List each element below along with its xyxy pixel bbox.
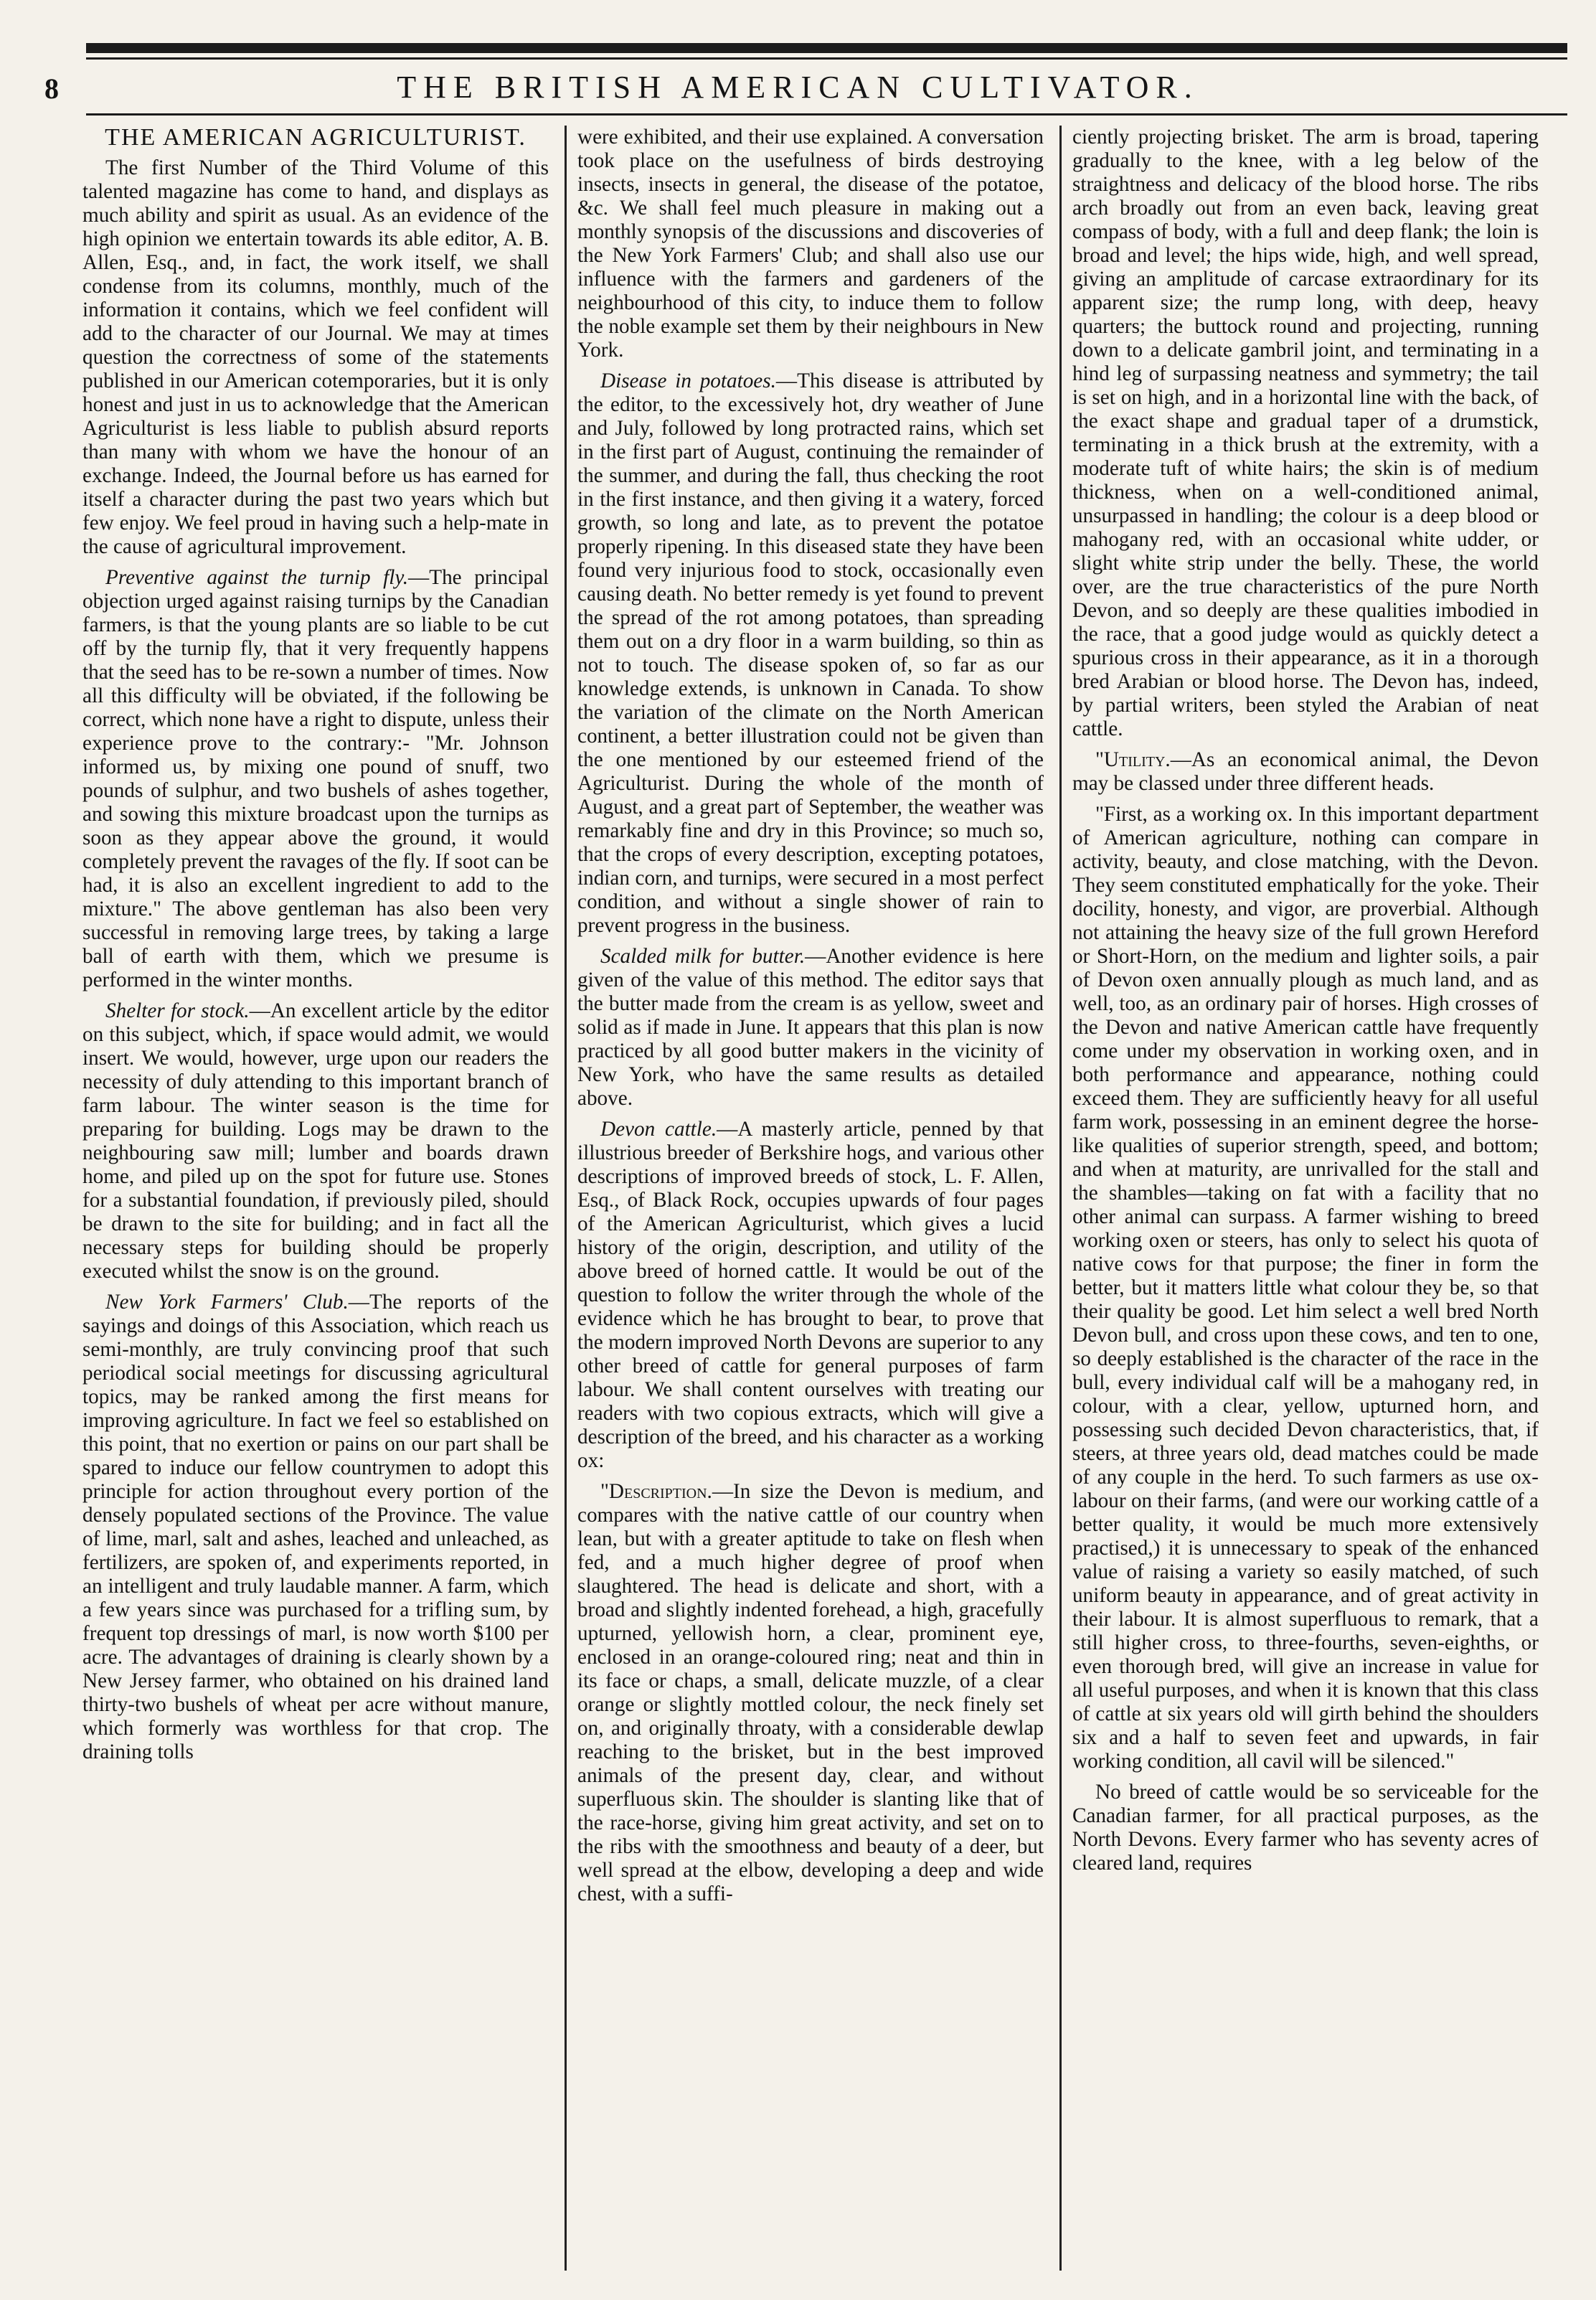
paragraph: were exhibited, and their use explained. A conversation took place on the usefulness of birds destroying insects, insects in general, the disease of the potatoe, &c. We shall feel much pleasure in making out a monthly synopsis of the discussions and discoveries of the New York Farmers' Club; and shall also use our influence with the farmers and gardeners of the neighbourhood of this city, to induce them to follow the noble example set them by their neighbours in New York.: [577, 126, 1044, 362]
paragraph: [577, 1480, 1044, 1906]
paragraph-text: —In size the Devon is medium, and compares with the native cattle of our country when lean, but with a greater aptitude to take on flesh when fed, and a much higher degree of proof when slaughtered. The head is delicate and short, with a broad and slightly indented forehead, a high, gracefully upturned, yellowish horn, a clear, prominent eye, enclosed in an orange-coloured ring; neat and thin in its face or chaps, a small, delicate muzzle, of a clear orange or slightly mottled colour, the neck finely set on, and originally throaty, with a considerable dewlap reaching to the brisket, but in the best improved animals of the present day, clear, and without superfluous skin. The shoulder is slanting like that of the race-horse, giving him great activity, and set on to the ribs with the smoothness and beauty of a deer, but well spread at the elbow, developing a deep and wide chest, with a suffi-: [577, 1480, 1044, 1905]
paragraph: No breed of cattle would be so serviceable for the Canadian farmer, for all practical purposes, as the North Devons. Every farmer who has seventy acres of cleared land, requires: [1072, 1781, 1539, 1875]
paragraph-text: —As an economical animal, the Devon may be classed under three different heads.: [1072, 748, 1539, 795]
paragraph-text: —This disease is attributed by the editor, to the excessively hot, dry weather of June and July, followed by long protracted rains, which set in the first part of August, continuing the remainder of the summer, and during the fall, thus checking the root in the first instance, and then giving it a watery, forced growth, so long and late, as to prevent the potatoe properly ripening. In this diseased state they have been found very injurious food to stock, occasionally even causing death. No better remedy is yet found to prevent the spread of the rot among potatoes, than spreading them out on a dry floor in a warm building, so thin as not to touch. The disease spoken of, so far as our knowledge extends, is unknown in Canada. To show the variation of the climate on the North American continent, a better illustration could not be given than the one mentioned by our esteemed friend of the Agriculturist. During the whole of the month of August, and a great part of September, the weather was remarkably fine and dry in this Province; so much so, that the crops of every description, excepting potatoes, indian corn, and turnips, were secured in a most perfect condition, and without a single shower of rain to prevent progress in the business.: [577, 369, 1044, 937]
paragraph-text: —Another evidence is here given of the value of this method. The editor says that the butter made from the cream is as yellow, sweet and solid as if made in June. It appears that this plan is now practiced by all good butter makers in the vicinity of New York, who have the same results as detailed above.: [577, 945, 1044, 1110]
paragraph-text: —An excellent article by the editor on this subject, which, if space would admit, we would insert. We would, however, urge upon our readers the necessity of duly attending to this important branch of farm labour. The winter season is the time for preparing for building. Logs may be drawn to the neighbouring saw mill; lumber and boards drawn home, and piled up on the spot for future use. Stones for a substantial foundation, if previously piled, should be drawn to the site for building; and in fact all the necessary steps for building should be properly executed whilst the snow is on the ground.: [82, 999, 549, 1283]
paragraph: [577, 945, 1044, 1111]
header-rule: [86, 113, 1567, 116]
top-border-rule: [86, 43, 1567, 53]
paragraph-text: —The principal objection urged against raising turnips by the Canadian farmers, is that the young plants are so liable to be cut off by the turnip fly, that it very frequently happens that the seed has to be re-sown a number of times. Now all this difficulty will be obviated, if the following be correct, which none have a right to dispute, unless their experience prove to the contrary:- "Mr. Johnson informed us, by mixing one pound of snuff, two pounds of sulphur, and two bushels of ashes together, and sowing this mixture broadcast upon the turnips as soon as they appear above the ground, it would completely prevent the ravages of the fly. If soot can be had, it is also an excellent ingredient to add to the mixture." The above gentleman has also been very successful in removing large trees, by taking a large ball of earth with them, which we presume is performed in the winter months.: [82, 566, 549, 991]
masthead-title: THE BRITISH AMERICAN CULTIVATOR.: [397, 70, 1199, 105]
section-heading: Devon cattle.: [600, 1118, 717, 1141]
page-number: 8: [44, 72, 59, 105]
column-1: [82, 126, 549, 2271]
section-heading: Preventive against the turnip fly.: [105, 566, 409, 589]
section-heading: New York Farmers' Club.: [105, 1291, 349, 1314]
column-2: [577, 126, 1044, 2271]
top-border-thin-rule: [86, 57, 1567, 60]
paragraph: [82, 1291, 549, 1764]
section-heading: "Description.: [600, 1480, 712, 1503]
paragraph: [577, 369, 1044, 938]
paragraph: ciently projecting brisket. The arm is broad, tapering gradually to the knee, with a leg below of the straightness and delicacy of the blood horse. The ribs arch broadly out from an even back, leaving great compass of body, with a full and deep flank; the loin is broad and level; the hips wide, high, and well spread, giving an amplitude of carcase extraordinary for its apparent size; the rump long, with deep, heavy quarters; the buttock round and projecting, running down to a delicate gambril joint, and terminating in a hind leg of surpassing neatness and symmetry; the tail is set on high, and in a horizontal line with the back, of the exact shape and gradual taper of a drumstick, terminating in a thick brush at the extremity, with a moderate tuft of white hairs; the skin is of medium thickness, when on a well-conditioned animal, unsurpassed in handling; the colour is a deep blood or mahogany red, with an occasional white udder, or slight white strip under the belly. These, the world over, are the true characteristics of the pure North Devon, and so deeply are these qualities imbodied in the race, that a good judge would as quickly detect a spurious cross in their appearance, as it in a thorough bred Arabian or blood horse. The Devon has, indeed, by partial writers, been styled the Arabian of neat cattle.: [1072, 126, 1539, 740]
column-3: [1072, 126, 1539, 2271]
paragraph: The first Number of the Third Volume of this talented magazine has come to hand, and displays as much ability and spirit as usual. As an evidence of the high opinion we entertain towards its able editor, A. B. Allen, Esq., and, in fact, the work itself, we shall condense from its columns, monthly, much of the information it contains, which we feel confident will add to the character of our Journal. We may at times question the correctness of some of the statements published in our American cotemporaries, but it is only honest and just in us to acknowledge that the American Agriculturist is less liable to publish absurd reports than many with whom we have the honour of an exchange. Indeed, the Journal before us has earned for itself a character during the past two years which but few enjoy. We feel proud in having such a help-mate in the cause of agricultural improvement.: [82, 156, 549, 558]
paragraph-text: —A masterly article, penned by that illustrious breeder of Berkshire hogs, and various other descriptions of improved breeds of stock, L. F. Allen, Esq., of Black Rock, occupies upwards of four pages of the American Agriculturist, which gives a lucid history of the origin, description, and utility of the above breed of horned cattle. It would be out of the question to follow the writer through the whole of the evidence which he has brought to bear, to prove that the modern improved North Devons are superior to any other breed of cattle for general purposes of farm labour. We shall content ourselves with treating our readers with two copious extracts, which will give a description of the breed, and his character as a working ox:: [577, 1118, 1044, 1472]
paragraph: [577, 1118, 1044, 1473]
section-heading: Shelter for stock.: [105, 999, 250, 1022]
section-heading: Disease in potatoes.: [600, 369, 776, 392]
section-heading: "Utility.: [1095, 748, 1171, 771]
section-heading: Scalded milk for butter.: [600, 945, 806, 968]
column-divider: [1059, 126, 1062, 2271]
article-title: THE AMERICAN AGRICULTURIST.: [105, 126, 527, 151]
paragraph: [1072, 748, 1539, 796]
paragraph: [82, 999, 549, 1283]
paragraph: "First, as a working ox. In this important department of American agriculture, nothing can compare in activity, beauty, and close matching, with the Devon. They seem constituted emphatically for the yoke. Their docility, honesty, and vigor, are proverbial. Although not attaining the heavy size of the full grown Hereford or Short-Horn, on the medium and lighter soils, a pair of Devon oxen annually plough as much land, and as well, too, as an ordinary pair of horses. High crosses of the Devon and native American cattle have frequently come under my observation in working oxen, and in both performance and appearance, nothing could exceed them. They are sufficiently heavy for all useful farm work, possessing in an eminent degree the horse-like qualities of superior strength, speed, and bottom; and when at maturity, are unrivalled for the stall and the shambles—taking on fat with a facility that no other animal can surpass. A farmer wishing to breed working oxen or steers, has only to select his quota of native cows for that purpose; the finer in form the better, but it matters little what colour they be, so that their quality be good. Let him select a well bred North Devon bull, and cross upon these cows, and ten to one, so deeply established is the character of the race in the bull, every individual calf will be a mahogany red, in colour, with a clear, yellow, upturned horn, and possessing such decided Devon characteristics, that, if steers, at three years old, dead matches could be made of any couple in the herd. To such farmers as use ox-labour on their farms, (and were our working cattle of a better quality, it would be much more extensively practised,) it is unnecessary to speak of the enhanced value of raising a variety so easily matched, of such uniform beauty in appearance, and of great activity in their labour. It is almost superfluous to remark, that a still higher cross, to three-fourths, seven-eighths, or even thorough bred, will give an increase in value for all useful purposes, and when it is known that this class of cattle at six years old will girth behind the shoulders six and a half to seven feet and upwards, in fair working condition, all cavil will be silenced.": [1072, 803, 1539, 1773]
column-divider: [565, 126, 567, 2271]
paragraph: [82, 566, 549, 992]
paragraph-text: —The reports of the sayings and doings of this Association, which reach us semi-monthly, are truly convincing proof that such periodical social meetings for discussing agricultural topics, may be ranked among the first means for improving agriculture. In fact we feel so established on this point, that no exertion or pains on our part shall be spared to induce our fellow countrymen to adopt this principle for action throughout every portion of the densely populated sections of the Province. The value of lime, marl, salt and ashes, leached and unleached, as fertilizers, are spoken of, and experiments reported, in an intelligent and truly laudable manner. A farm, which a few years since was purchased for a trifling sum, by frequent top dressings of marl, is now worth $100 per acre. The advantages of draining is clearly shown by a New Jersey farmer, who obtained on his drained land thirty-two bushels of wheat per acre without manure, which formerly was worthless for that crop. The draining tolls: [82, 1291, 549, 1763]
